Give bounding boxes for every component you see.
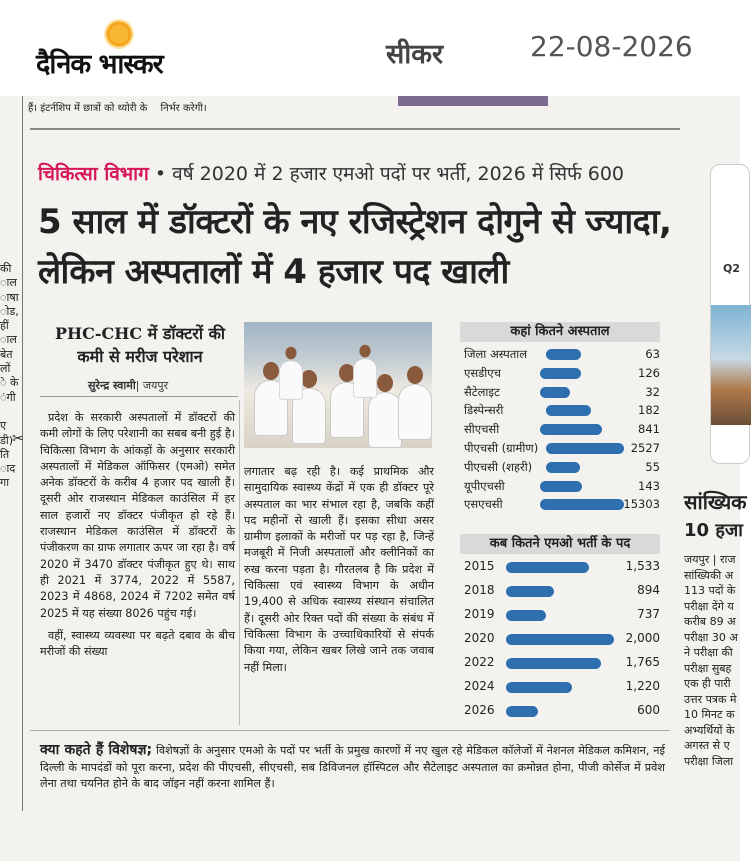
chart-bar xyxy=(540,387,570,398)
chart-row xyxy=(460,383,660,401)
chart-category-label: सीएचसी xyxy=(464,422,500,437)
clipped-line: े के xyxy=(0,376,19,390)
clipped-line: गा xyxy=(0,476,10,490)
chart-value-label: 2,000 xyxy=(625,631,660,645)
experts-box xyxy=(40,740,665,793)
clipped-line: की xyxy=(0,262,12,275)
clipped-line: अभ्यर्थियों के xyxy=(684,723,735,737)
article-paragraph: वहीं, स्वास्थ्य व्यवस्था पर बढ़ते दबाव के बीच मरीजों की संख्या xyxy=(40,628,235,659)
chart-row xyxy=(460,556,660,579)
chart-row xyxy=(460,401,660,419)
chart-category-label: सैटेलाइट xyxy=(464,384,500,399)
chart-bar xyxy=(540,499,624,510)
chart-value-label: 63 xyxy=(645,347,660,361)
chart-value-label: 32 xyxy=(645,384,660,399)
clipped-line: परीक्षा 30 अ xyxy=(684,630,738,644)
chart-bar xyxy=(506,634,614,645)
chart-value-label: 2527 xyxy=(630,441,660,455)
clipped-line: अगस्त से ए xyxy=(684,739,730,752)
chart-category-label: डिस्पेन्सरी xyxy=(464,403,504,418)
chart-row xyxy=(460,364,660,382)
left-clipped-column xyxy=(0,262,20,491)
chart-category-label: 2026 xyxy=(464,703,495,717)
clipped-line: ाल xyxy=(0,333,17,347)
edition-date: 22-08-2026 xyxy=(530,30,693,63)
clipped-line: 113 पदों के xyxy=(684,584,736,597)
chart-value-label: 1,220 xyxy=(625,679,660,693)
top-strip-right: निर्भर करेगी। xyxy=(160,103,207,114)
byline xyxy=(88,378,168,393)
article-paragraph: लगातार बढ़ रही है। कई प्राथमिक और सामुदायिक स्वास्थ्य केंद्रों में एक ही डॉक्टर पूरे अस्पताल का भार संभाल रहा है, जबकि कहीं पद महीनों से खाली हैं। इसका सीधा असर ग्रामीण इलाकों के मरीजों पर पड़ रहा है, जिन्हें मजबूरी में निजी अस्पतालों और क्लीनिकों का रुख करना पड़ता है। गौरतलब है कि प्रदेश में चिकित्सा एवं स्वास्थ्य विभाग के अधीन 19,400 से अधिक स्वास्थ्य संस्थान संचालित हैं। दूसरी ओर रिक्त पदों की संख्या के संबंध में चिकित्सा विभाग के उच्चाधिकारियों से संपर्क किया गया, लेकिन खबर लिखे जाने तक जवाब नहीं मिला। xyxy=(244,465,434,674)
chart-bar xyxy=(540,424,602,435)
chart-row xyxy=(460,458,660,476)
clipped-line: जयपुर | राज xyxy=(684,553,736,566)
top-strip-left: हैं। इंटर्नशिप में छात्रों को थ्योरी के xyxy=(28,103,148,114)
chart-value-label: 737 xyxy=(637,607,660,621)
top-strip xyxy=(28,100,408,122)
byline-place: | जयपुर xyxy=(135,379,169,392)
column-divider xyxy=(22,96,23,811)
chart-bar xyxy=(506,658,601,669)
chart-category-label: एसडीएच xyxy=(464,365,501,380)
chart-value-label: 841 xyxy=(638,422,660,437)
chart-title-recruitment: कब कितने एमओ भर्ती के पद xyxy=(460,534,660,554)
article-headline: 5 साल में डॉक्टरों के नए रजिस्ट्रेशन दोगुने से ज्यादा, लेकिन अस्पतालों में 4 हजार पद खाली xyxy=(38,202,672,292)
clipped-line: डी) xyxy=(0,433,14,447)
clipped-line: उत्तर पत्रक मे xyxy=(684,692,737,706)
chart-bar xyxy=(546,349,581,360)
right-article-text xyxy=(684,552,740,769)
right-ad-card xyxy=(710,164,750,464)
chart-bar xyxy=(546,405,591,416)
chart-bar xyxy=(506,562,589,573)
clipped-line: हीं xyxy=(0,319,9,333)
clipped-line: ाद xyxy=(0,462,16,476)
clipped-line: एक ही पारी xyxy=(684,677,731,690)
clipped-line: 10 मिनट क xyxy=(684,708,735,721)
right-card-label: Q2 xyxy=(723,262,741,275)
clipped-line: ति xyxy=(0,447,10,461)
chart-bar xyxy=(506,706,538,717)
chart-category-label: 2018 xyxy=(464,583,495,597)
chart-value-label: 126 xyxy=(638,365,660,380)
kicker-department: चिकित्सा विभाग xyxy=(38,163,149,185)
chart-bar xyxy=(506,610,546,621)
newspaper-logo: दैनिक भास्कर xyxy=(36,49,163,80)
clipped-line: लों xyxy=(0,362,11,376)
section-rule xyxy=(30,730,670,731)
right-article-headline: सांख्यिक xyxy=(684,490,747,514)
chart-bar xyxy=(506,586,554,597)
chart-category-label: 2019 xyxy=(464,607,495,621)
chart-row xyxy=(460,477,660,495)
chart-category-label: यूपीएचसी xyxy=(464,478,505,493)
chart-category-label: 2015 xyxy=(464,559,495,573)
experts-text: विशेषज्ञों के अनुसार एमओ के पदों पर भर्ती के प्रमुख कारणों में नए खुल रहे मेडिकल कॉलेजों में नेशनल मेडिकल कमिशन, नई दिल्ली के मापदंडों को पूरा करना, प्रदेश की पीएचसी, सीएचसी, सब डिविजनल हॉस्पिटल और सैटेलाइट अस्पताल का क्रमोन्नत होना, पीजी कोर्सेज में प्रवेश लेना तथा चयनित होने के बाद जॉइन नहीं करना शामिल हैं। xyxy=(40,744,665,790)
article-subheading: PHC-CHC में डॉक्टरों की कमी से मरीज परेशान xyxy=(55,324,225,366)
chart-category-label: पीएचसी (ग्रामीण) xyxy=(464,441,539,455)
byline-author: सुरेन्द्र स्वामी xyxy=(88,379,136,392)
chart-value-label: 182 xyxy=(638,403,660,418)
article-column-1 xyxy=(40,410,235,666)
chart-row xyxy=(460,652,660,675)
chart-category-label: एसएचसी xyxy=(464,497,503,512)
edition-city: सीकर xyxy=(386,39,444,70)
chart-title-hospitals: कहां कितने अस्पताल xyxy=(460,322,660,342)
chart-row xyxy=(460,420,660,438)
clipped-line: ए xyxy=(0,419,7,433)
clipped-line: सांख्यिकी अ xyxy=(684,568,734,582)
chart-row xyxy=(460,495,660,513)
byline-rule xyxy=(40,396,238,397)
article-column-2 xyxy=(244,464,434,676)
clipped-line: ाषा xyxy=(0,290,19,304)
clipped-line: करीब 89 अ xyxy=(684,615,736,628)
chart-category-label: 2024 xyxy=(464,679,495,693)
chart-bar xyxy=(540,368,581,379)
text-column-divider xyxy=(239,400,240,725)
clipped-line: परीक्षा सुबह xyxy=(684,661,732,675)
chart-value-label: 143 xyxy=(638,478,660,493)
clipped-line: ंगी xyxy=(0,390,16,404)
chart-value-label: 1,765 xyxy=(625,655,660,669)
chart-row xyxy=(460,580,660,603)
chart-row xyxy=(460,700,660,723)
chart-bar xyxy=(546,443,624,454)
right-card-image xyxy=(711,305,751,425)
chart-category-label: 2022 xyxy=(464,655,495,669)
chart-value-label: 15303 xyxy=(623,497,660,512)
article-photo xyxy=(244,322,432,448)
right-article-subheadline: 10 हजा xyxy=(684,520,743,541)
masthead xyxy=(0,0,740,96)
chart-value-label: 600 xyxy=(637,703,660,717)
chart-row xyxy=(460,676,660,699)
chart-bar xyxy=(546,462,580,473)
scissors-icon: ✂ xyxy=(12,431,24,447)
clipped-line: परीक्षा जिला xyxy=(684,754,734,768)
experts-lead: क्या कहते हैं विशेषज्ञ; xyxy=(40,742,153,758)
chart-category-label: पीएचसी (शहरी) xyxy=(464,459,533,474)
chart-row xyxy=(460,439,660,457)
chart-row xyxy=(460,345,660,363)
chart-value-label: 1,533 xyxy=(625,559,660,573)
chart-category-label: 2020 xyxy=(464,631,495,645)
chart-row xyxy=(460,628,660,651)
clipped-line xyxy=(0,405,20,419)
article-kicker xyxy=(38,160,624,186)
kicker-text: • वर्ष 2020 में 2 हजार एमओ पदों पर भर्ती, 2026 में सिर्फ 600 xyxy=(154,163,624,185)
clipped-line: परीक्षा देंगे य xyxy=(684,599,734,613)
clipped-line: बेत xyxy=(0,347,13,361)
clipped-line: ने परीक्षा की xyxy=(684,646,733,659)
chart-value-label: 894 xyxy=(637,583,660,597)
chart-bar xyxy=(506,682,572,693)
chart-value-label: 55 xyxy=(645,459,660,474)
section-rule xyxy=(30,128,680,130)
chart-row xyxy=(460,604,660,627)
article-paragraph: प्रदेश के सरकारी अस्पतालों में डॉक्टरों की कमी लोगों के लिए परेशानी का सबब बनी हुई है। चिकित्सा विभाग के आंकड़ों के अनुसार सरकारी अस्पतालों में मेडिकल ऑफिसर (एमओ) समेत अनेक डॉक्टरों के करीब 4 हजार पद खाली हैं। दूसरी ओर राजस्थान मेडिकल काउंसिल में हर साल हजारों नए डॉक्टर पंजीकृत हो रहे हैं। राजस्थान मेडिकल काउंसिल में डॉक्टरों के पंजीकरण का ग्राफ लगातार ऊपर जा रहा है। वर्ष 2020 में 3470 डॉक्टर पंजीकृत हुए थे। साथ ही 2021 में 3774, 2022 में 5587, 2023 में 4868, 2024 में 7202 समेत वर्ष 2025 में यह संख्या 8026 पहुंच गई। xyxy=(40,411,235,620)
chart-bar xyxy=(540,481,582,492)
clipped-line: ाल xyxy=(0,276,17,290)
clipped-line: ोड, xyxy=(0,304,19,318)
chart-category-label: जिला अस्पताल xyxy=(464,347,528,361)
top-strip-image xyxy=(398,96,548,106)
